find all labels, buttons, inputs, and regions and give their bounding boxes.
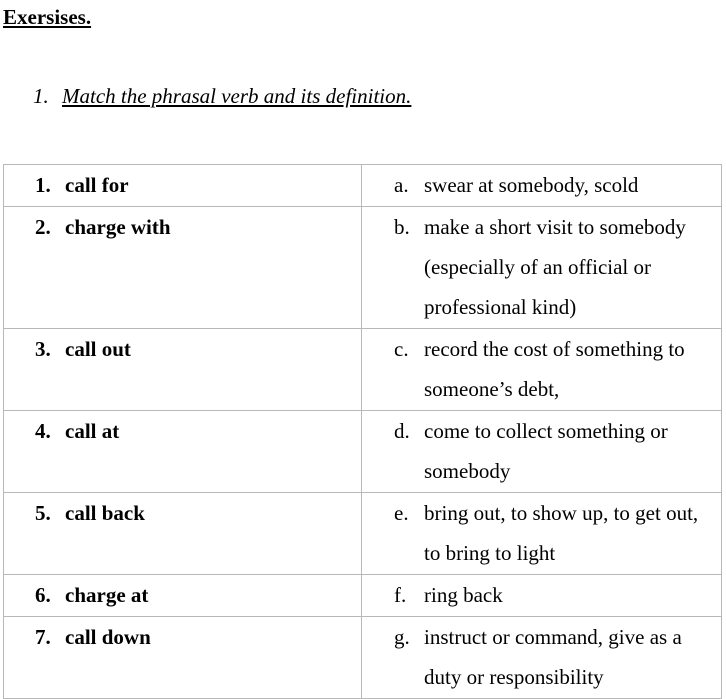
verb-cell	[4, 575, 362, 617]
definition-letter: d.	[394, 419, 410, 443]
definition-cell	[362, 329, 722, 411]
matching-table	[3, 164, 722, 699]
task-instruction	[33, 84, 411, 109]
phrasal-verb: call at	[65, 419, 120, 443]
verb-number: 5.	[35, 501, 51, 525]
exercises-heading: Exersises.	[3, 5, 92, 29]
definition-text: make a short visit to somebody (especially of an official or professional kind)	[424, 215, 686, 319]
verb-number: 2.	[35, 215, 51, 239]
definition-text: swear at somebody, scold	[424, 173, 639, 197]
task-text: Match the phrasal verb and its definition.	[62, 84, 412, 108]
table-row	[4, 575, 722, 617]
verb-cell	[4, 329, 362, 411]
table-row	[4, 493, 722, 575]
verb-number: 4.	[35, 419, 51, 443]
phrasal-verb: charge at	[65, 583, 149, 607]
table-row	[4, 329, 722, 411]
phrasal-verb: call back	[65, 501, 145, 525]
verb-number: 3.	[35, 337, 51, 361]
table-row	[4, 165, 722, 207]
table-row	[4, 411, 722, 493]
verb-number: 6.	[35, 583, 51, 607]
table-row	[4, 617, 722, 699]
definition-text: ring back	[424, 583, 503, 607]
verb-number: 1.	[35, 173, 51, 197]
definition-text: instruct or command, give as a duty or responsibility	[424, 625, 682, 689]
definition-cell	[362, 207, 722, 329]
verb-cell	[4, 207, 362, 329]
table-row	[4, 207, 722, 329]
phrasal-verb: call for	[65, 173, 129, 197]
verb-number: 7.	[35, 625, 51, 649]
verb-cell	[4, 493, 362, 575]
definition-text: come to collect something or somebody	[424, 419, 668, 483]
definition-cell	[362, 493, 722, 575]
definition-text: bring out, to show up, to get out, to bring to light	[424, 501, 699, 565]
definition-cell	[362, 411, 722, 493]
task-number: 1.	[33, 84, 49, 108]
definition-letter: g.	[394, 625, 410, 649]
phrasal-verb: call down	[65, 625, 151, 649]
definition-cell	[362, 617, 722, 699]
definition-cell	[362, 165, 722, 207]
phrasal-verb: call out	[65, 337, 131, 361]
definition-letter: a.	[394, 173, 409, 197]
phrasal-verb: charge with	[65, 215, 171, 239]
verb-cell	[4, 165, 362, 207]
definition-cell	[362, 575, 722, 617]
definition-text: record the cost of something to someone’s debt,	[424, 337, 685, 401]
definition-letter: c.	[394, 337, 409, 361]
definition-letter: b.	[394, 215, 410, 239]
definition-letter: f.	[394, 583, 407, 607]
verb-cell	[4, 411, 362, 493]
verb-cell	[4, 617, 362, 699]
definition-letter: e.	[394, 501, 409, 525]
